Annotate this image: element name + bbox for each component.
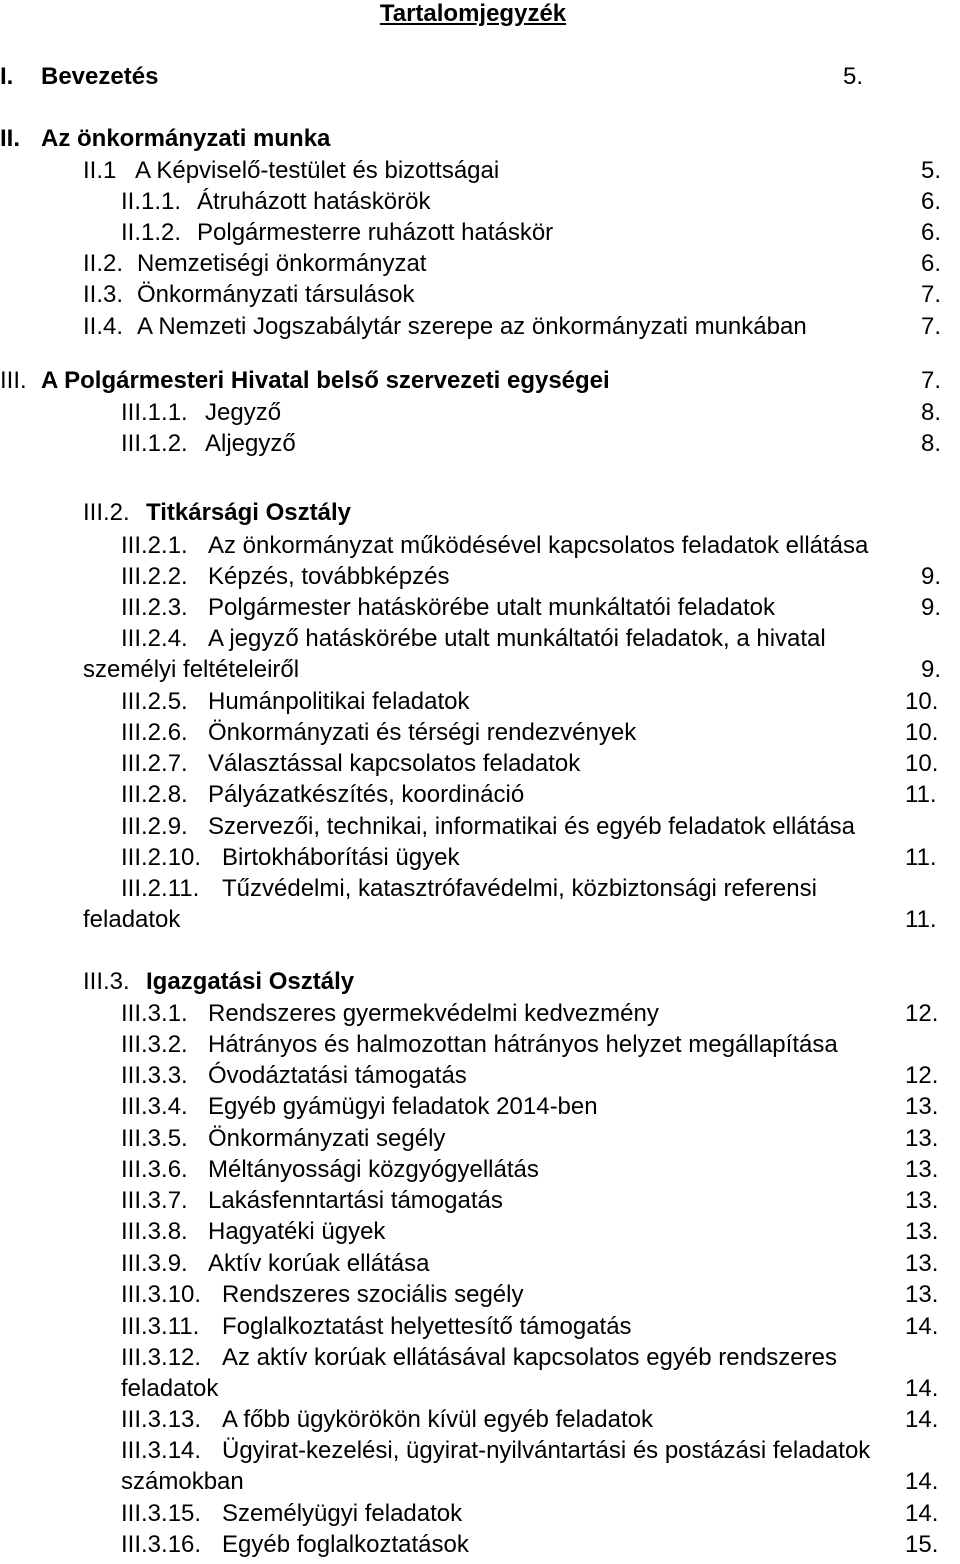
toc-entry	[0, 966, 960, 997]
toc-entry-page: 9.	[921, 594, 942, 621]
toc-entry	[0, 61, 960, 92]
toc-entry-number: II.1	[83, 157, 117, 184]
toc-entry-title: Képzés, továbbképzés	[208, 563, 450, 590]
toc-entry	[0, 123, 960, 154]
toc-entry-number: III.1.2.	[121, 430, 188, 457]
toc-entry-title: Egyéb gyámügyi feladatok 2014-ben	[208, 1093, 598, 1120]
page-title: Tartalomjegyzék	[379, 0, 567, 27]
toc-entry-number: III.	[0, 367, 27, 394]
toc-entry-page: 7.	[921, 367, 942, 394]
toc-entry-number: III.2.6.	[121, 719, 188, 746]
toc-entry-number: II.2.	[83, 250, 124, 277]
toc-entry-title: Foglalkoztatást helyettesítő támogatás	[222, 1313, 632, 1340]
toc-entry	[0, 1216, 960, 1247]
toc-entry-page: 14.	[905, 1406, 939, 1433]
toc-entry-number: III.3.13.	[121, 1406, 202, 1433]
toc-entry-title: Hagyatéki ügyek	[208, 1218, 386, 1245]
toc-entry	[0, 779, 960, 810]
toc-entry	[0, 561, 960, 592]
toc-entry-number: III.3.15.	[121, 1500, 202, 1527]
toc-entry	[0, 530, 960, 561]
toc-entry-page: 13.	[905, 1093, 939, 1120]
toc-entry-title: Önkormányzati segély	[208, 1125, 446, 1152]
toc-entry	[0, 873, 960, 904]
toc-entry-number: III.2.2.	[121, 563, 188, 590]
toc-entry-title: Önkormányzati és térségi rendezvények	[208, 719, 637, 746]
toc-entry	[0, 1404, 960, 1435]
toc-entry	[0, 279, 960, 310]
toc-entry-number: III.2.9.	[121, 813, 188, 840]
toc-entry-page: 13.	[905, 1250, 939, 1277]
toc-entry-title: Az önkormányzat működésével kapcsolatos feladatok ellátása	[208, 532, 869, 559]
toc-entry-number: III.2.8.	[121, 781, 188, 808]
toc-entry-number: III.3.2.	[121, 1031, 188, 1058]
toc-entry-page: 9.	[921, 563, 942, 590]
toc-entry-title: Rendszeres szociális segély	[222, 1281, 524, 1308]
toc-entry-number: II.4.	[83, 313, 124, 340]
toc-entry	[0, 1342, 960, 1373]
toc-entry-page: 14.	[905, 1313, 939, 1340]
toc-entry-title: Rendszeres gyermekvédelmi kedvezmény	[208, 1000, 659, 1027]
toc-entry-page: 14.	[905, 1375, 939, 1402]
toc-entry-number: III.2.1.	[121, 532, 188, 559]
toc-entry-title: feladatok	[121, 1375, 219, 1402]
toc-entry-number: III.3.10.	[121, 1281, 202, 1308]
toc-entry-title: Bevezetés	[41, 63, 159, 90]
toc-entry	[0, 1279, 960, 1310]
toc-entry-title: Választással kapcsolatos feladatok	[208, 750, 581, 777]
toc-entry-page: 12.	[905, 1062, 939, 1089]
toc-entry-page: 6.	[921, 219, 942, 246]
toc-entry-title: A jegyző hatáskörébe utalt munkáltatói feladatok, a hivatal	[208, 625, 826, 652]
toc-entry	[0, 998, 960, 1029]
toc-entry	[0, 1029, 960, 1060]
toc-entry-title: Az önkormányzati munka	[41, 125, 331, 152]
toc-entry-title: Átruházott hatáskörök	[197, 188, 431, 215]
toc-entry-page: 14.	[905, 1500, 939, 1527]
toc-entry	[0, 1466, 960, 1497]
toc-entry	[0, 1154, 960, 1185]
toc-entry-title: A Polgármesteri Hivatal belső szervezeti egységei	[41, 367, 610, 394]
toc-entry	[0, 904, 960, 935]
toc-entry-title: Humánpolitikai feladatok	[208, 688, 470, 715]
toc-entry-title: Lakásfenntartási támogatás	[208, 1187, 503, 1214]
toc-entry	[0, 717, 960, 748]
toc-entry-number: I.	[0, 63, 14, 90]
toc-entry-title: Méltányossági közgyógyellátás	[208, 1156, 539, 1183]
toc-entry-number: II.1.1.	[121, 188, 182, 215]
toc-entry-page: 13.	[905, 1187, 939, 1214]
toc-entry-title: Pályázatkészítés, koordináció	[208, 781, 525, 808]
toc-entry-page: 5.	[843, 63, 864, 90]
toc-entry-page: 15.	[905, 1531, 939, 1558]
toc-entry-title: Önkormányzati társulások	[137, 281, 415, 308]
toc-entry	[0, 623, 960, 654]
toc-entry-page: 13.	[905, 1281, 939, 1308]
toc-entry-title: Ügyirat-kezelési, ügyirat-nyilvántartási és postázási feladatok	[222, 1437, 871, 1464]
toc-entry-title: személyi feltételeiről	[83, 656, 300, 683]
toc-entry	[0, 1091, 960, 1122]
toc-entry-title: Igazgatási Osztály	[146, 968, 355, 995]
toc-entry-number: III.2.4.	[121, 625, 188, 652]
toc-entry-title: A Nemzeti Jogszabálytár szerepe az önkormányzati munkában	[137, 313, 807, 340]
toc-entry-number: III.3.3.	[121, 1062, 188, 1089]
toc-entry	[0, 842, 960, 873]
toc-entry-page: 5.	[921, 157, 942, 184]
toc-entry-title: feladatok	[83, 906, 181, 933]
toc-entry-page: 10.	[905, 719, 939, 746]
toc-entry	[0, 654, 960, 685]
toc-entry-number: III.2.	[83, 499, 130, 526]
toc-entry-title: Polgármesterre ruházott hatáskör	[197, 219, 554, 246]
toc-entry-number: III.2.11.	[121, 875, 200, 902]
toc-entry-page: 7.	[921, 313, 942, 340]
toc-entry	[0, 397, 960, 428]
toc-entry-title: Személyügyi feladatok	[222, 1500, 463, 1527]
toc-entry	[0, 186, 960, 217]
toc-entry-title: számokban	[121, 1468, 244, 1495]
toc-entry-page: 14.	[905, 1468, 939, 1495]
toc-entry-number: III.3.11.	[121, 1313, 200, 1340]
toc-entry-number: III.1.1.	[121, 399, 188, 426]
toc-entry-page: 10.	[905, 688, 939, 715]
toc-entry	[0, 1123, 960, 1154]
toc-entry-title: Óvodáztatási támogatás	[208, 1062, 467, 1089]
toc-entry-title: Aktív korúak ellátása	[208, 1250, 430, 1277]
toc-entry-number: III.3.14.	[121, 1437, 202, 1464]
toc-entry	[0, 1248, 960, 1279]
toc-entry-page: 6.	[921, 250, 942, 277]
toc-entry-number: III.3.	[83, 968, 130, 995]
toc-entry	[0, 592, 960, 623]
toc-entry-page: 7.	[921, 281, 942, 308]
toc-entry-title: Az aktív korúak ellátásával kapcsolatos egyéb rendszeres	[222, 1344, 837, 1371]
toc-entry-number: III.3.7.	[121, 1187, 188, 1214]
toc-entry-number: III.2.3.	[121, 594, 188, 621]
toc-entry-title: Polgármester hatáskörébe utalt munkáltatói feladatok	[208, 594, 775, 621]
toc-entry-title: A Képviselő-testület és bizottságai	[135, 157, 500, 184]
toc-entry	[0, 1060, 960, 1091]
toc-entry	[0, 811, 960, 842]
toc-entry-number: III.2.10.	[121, 844, 202, 871]
toc-entry	[0, 155, 960, 186]
toc-entry-title: Egyéb foglalkoztatások	[222, 1531, 469, 1558]
toc-entry-page: 13.	[905, 1156, 939, 1183]
toc-entry-number: III.3.5.	[121, 1125, 188, 1152]
toc-entry	[0, 1529, 960, 1560]
toc-entry-number: III.3.6.	[121, 1156, 188, 1183]
toc-entry-title: Titkársági Osztály	[146, 499, 351, 526]
toc-entry-number: III.3.16.	[121, 1531, 202, 1558]
toc-entry	[0, 497, 960, 528]
toc-entry-title: Szervezői, technikai, informatikai és egyéb feladatok ellátása	[208, 813, 856, 840]
toc-entry-page: 13.	[905, 1125, 939, 1152]
toc-entry-title: Tűzvédelmi, katasztrófavédelmi, közbiztonsági referensi	[222, 875, 817, 902]
toc-entry-page: 11.	[905, 844, 937, 871]
toc-entry	[0, 311, 960, 342]
toc-entry-number: III.3.1.	[121, 1000, 188, 1027]
toc-entry-page: 8.	[921, 399, 942, 426]
toc-entry-page: 10.	[905, 750, 939, 777]
toc-entry-number: II.1.2.	[121, 219, 182, 246]
toc-entry	[0, 1373, 960, 1404]
toc-entry	[0, 1498, 960, 1529]
toc-entry	[0, 248, 960, 279]
toc-entry	[0, 365, 960, 396]
toc-entry-title: Birtokháborítási ügyek	[222, 844, 460, 871]
toc-entry-number: III.3.9.	[121, 1250, 188, 1277]
toc-entry-page: 11.	[905, 781, 937, 808]
toc-entry-title: Aljegyző	[205, 430, 296, 457]
toc-entry-page: 12.	[905, 1000, 939, 1027]
toc-entry-number: III.3.12.	[121, 1344, 202, 1371]
toc-entry	[0, 1311, 960, 1342]
toc-entry	[0, 217, 960, 248]
toc-entry-number: III.2.7.	[121, 750, 188, 777]
toc-entry	[0, 428, 960, 459]
toc-entry	[0, 686, 960, 717]
toc-entry-page: 8.	[921, 430, 942, 457]
toc-entry-page: 6.	[921, 188, 942, 215]
toc-entry-number: III.3.4.	[121, 1093, 188, 1120]
toc-entry	[0, 1435, 960, 1466]
toc-entry-title: A főbb ügykörökön kívül egyéb feladatok	[222, 1406, 653, 1433]
toc-entry-number: III.3.8.	[121, 1218, 188, 1245]
toc-entry-title: Hátrányos és halmozottan hátrányos helyzet megállapítása	[208, 1031, 838, 1058]
toc-entry-title: Jegyző	[205, 399, 282, 426]
toc-entry	[0, 1185, 960, 1216]
toc-entry-number: II.	[0, 125, 21, 152]
toc-entry-page: 11.	[905, 906, 937, 933]
toc-entry-page: 13.	[905, 1218, 939, 1245]
toc-entry-number: III.2.5.	[121, 688, 188, 715]
toc-entry-title: Nemzetiségi önkormányzat	[137, 250, 427, 277]
toc-entry-page: 9.	[921, 656, 942, 683]
toc-entry	[0, 748, 960, 779]
toc-entry-number: II.3.	[83, 281, 124, 308]
